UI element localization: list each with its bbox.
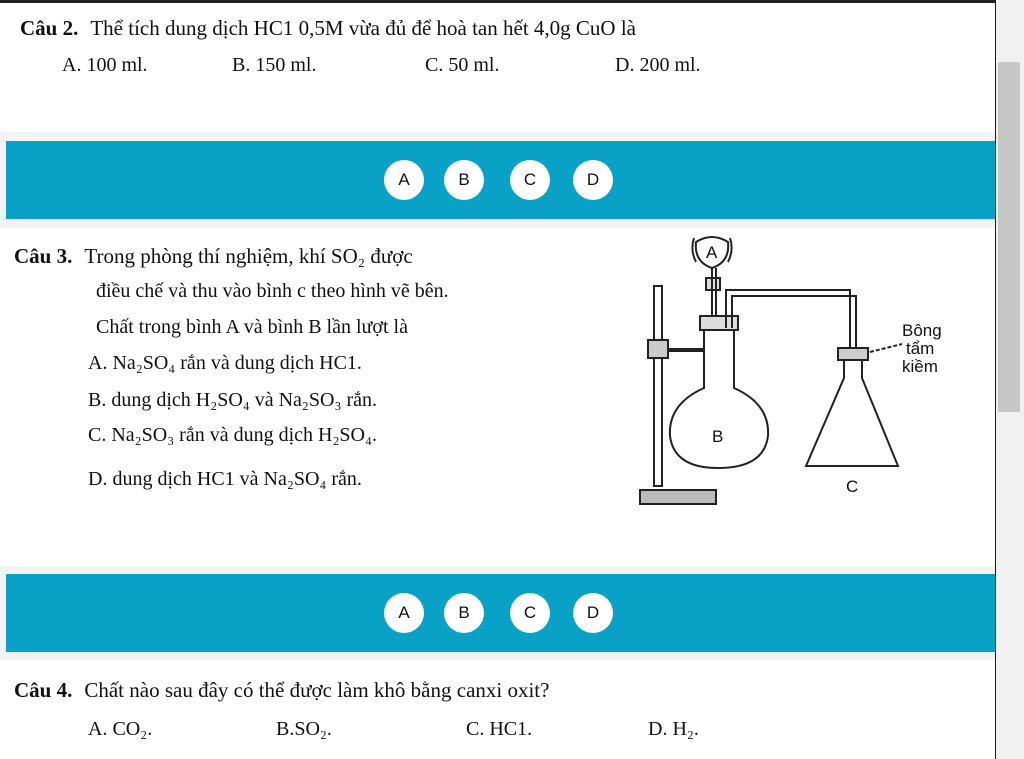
q2-option-c: C. 50 ml. bbox=[425, 54, 500, 76]
cotton-label-line-1: Bông bbox=[902, 321, 942, 340]
answer-button-a[interactable]: A bbox=[384, 160, 424, 200]
q2-option-a: A. 100 ml. bbox=[62, 54, 148, 76]
stand-clamp bbox=[648, 340, 668, 358]
question-3-label: Câu 3. bbox=[14, 244, 73, 268]
question-3-line-3: Chất trong bình A và bình B lần lượt là bbox=[96, 316, 408, 338]
q4-option-d: D. H₂. bbox=[648, 718, 699, 740]
q3-option-a: A. Na₂SO₄ rắn và dung dịch HC1. bbox=[88, 352, 362, 374]
question-2-text: Thể tích dung dịch HC1 0,5M vừa đủ để hoà tan hết 4,0g CuO là bbox=[90, 16, 636, 40]
q2-option-d: D. 200 ml. bbox=[615, 54, 701, 76]
answer-button-d[interactable]: D bbox=[573, 593, 613, 633]
top-border bbox=[0, 0, 995, 3]
question-4 bbox=[0, 660, 995, 759]
answer-bar-1 bbox=[6, 141, 995, 219]
q3-option-b: B. dung dịch H₂SO₄ và Na₂SO₃ rắn. bbox=[88, 389, 377, 411]
q4-option-c: C. HC1. bbox=[466, 718, 533, 740]
question-3-line-1: Trong phòng thí nghiệm, khí SO₂ được bbox=[84, 244, 413, 268]
apparatus-diagram bbox=[630, 228, 970, 518]
diagram-label-a: A bbox=[706, 243, 718, 262]
q3-option-c: C. Na₂SO₃ rắn và dung dịch H₂SO₄. bbox=[88, 424, 377, 446]
question-3 bbox=[0, 228, 995, 566]
question-3-line-2: điều chế và thu vào bình c theo hình vẽ bên. bbox=[96, 280, 449, 302]
answer-button-b[interactable]: B bbox=[444, 593, 484, 633]
scrollbar-thumb[interactable] bbox=[998, 62, 1020, 412]
q4-option-a: A. CO₂. bbox=[88, 718, 153, 740]
cotton-pointer bbox=[870, 344, 902, 352]
question-4-title bbox=[14, 678, 549, 703]
diagram-label-b: B bbox=[712, 427, 724, 446]
cotton-label-line-3: kiềm bbox=[902, 357, 938, 376]
flask-c bbox=[806, 354, 898, 466]
delivery-tube bbox=[726, 290, 850, 368]
q3-option-d: D. dung dịch HC1 và Na₂SO₄ rắn. bbox=[88, 468, 362, 490]
answer-button-b[interactable]: B bbox=[444, 160, 484, 200]
question-4-text: Chất nào sau đây có thể được làm khô bằng canxi oxit? bbox=[84, 678, 550, 702]
flask-b bbox=[670, 324, 768, 468]
answer-button-a[interactable]: A bbox=[384, 593, 424, 633]
stand-base bbox=[640, 490, 716, 504]
answer-bar-2 bbox=[6, 574, 995, 652]
question-4-label: Câu 4. bbox=[14, 678, 73, 702]
question-2 bbox=[0, 0, 995, 132]
question-2-label: Câu 2. bbox=[20, 16, 79, 40]
diagram-label-c: C bbox=[846, 477, 859, 496]
stand-rod bbox=[654, 286, 662, 486]
question-2-title bbox=[20, 16, 636, 41]
cotton-label-line-2: tẩm bbox=[906, 339, 935, 358]
answer-button-d[interactable]: D bbox=[573, 160, 613, 200]
q2-option-b: B. 150 ml. bbox=[232, 54, 317, 76]
question-3-title bbox=[14, 244, 413, 269]
answer-button-c[interactable]: C bbox=[510, 160, 550, 200]
cotton-plug bbox=[838, 348, 868, 360]
answer-button-c[interactable]: C bbox=[510, 593, 550, 633]
q4-option-b: B.SO₂. bbox=[276, 718, 332, 740]
